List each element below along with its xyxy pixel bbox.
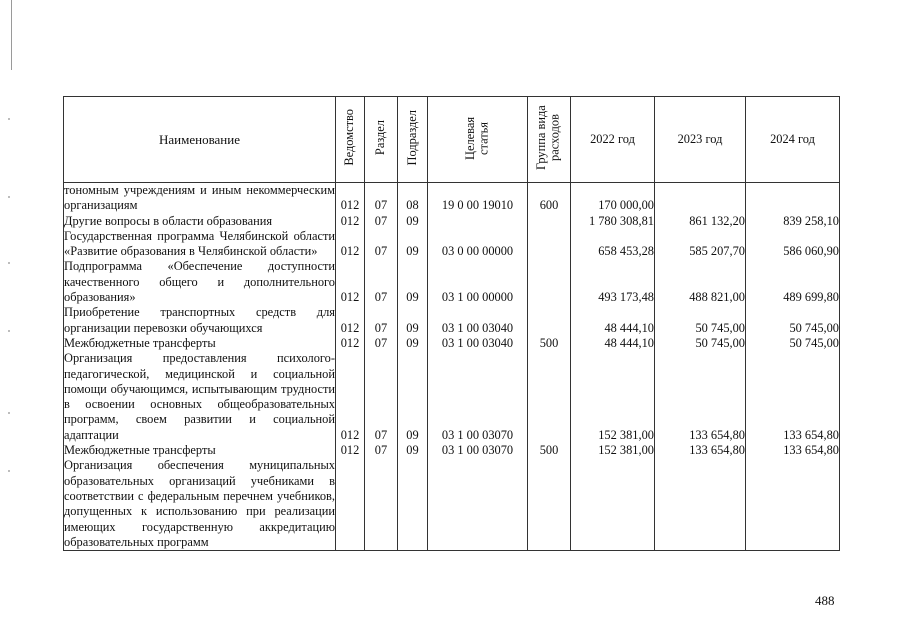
table-row: [64, 443, 840, 458]
row-value-2023: [655, 458, 746, 550]
row-name: Организация предоставления психолого-педагогической, медицинской и социальной помощи обучающимся, испытывающим трудности в освоении основных общеобразовательных программ, своем развитии и социальной адаптации: [64, 351, 335, 442]
row-expense-group: [528, 458, 571, 550]
row-value-2024: 489 699,80: [746, 259, 840, 305]
row-value-2023: 50 745,00: [655, 305, 746, 336]
header-section: Раздел: [365, 97, 398, 183]
row-value-2024: 586 060,90: [746, 229, 840, 260]
row-ministry: 012: [336, 214, 365, 229]
row-section: 07: [365, 443, 398, 458]
row-section: 07: [365, 351, 398, 443]
row-subsection: 09: [398, 259, 428, 305]
row-expense-group: 600: [528, 183, 571, 214]
binding-margin-dot: [8, 470, 10, 472]
table-row: [64, 351, 840, 443]
table-row: [64, 458, 840, 550]
row-value-2024: [746, 458, 840, 550]
row-section: 07: [365, 259, 398, 305]
binding-margin-line: [11, 0, 12, 70]
header-ministry: Ведомство: [336, 97, 365, 183]
row-value-2024: 50 745,00: [746, 336, 840, 351]
row-ministry: 012: [336, 259, 365, 305]
page-number: 488: [815, 593, 835, 608]
row-subsection: 09: [398, 214, 428, 229]
row-section: 07: [365, 305, 398, 336]
row-target-article: 03 1 00 03070: [428, 351, 528, 443]
row-name: Межбюджетные трансферты: [64, 443, 336, 458]
row-subsection: 09: [398, 305, 428, 336]
row-value-2022: 493 173,48: [571, 259, 655, 305]
row-name: Государственная программа Челябинской области «Развитие образования в Челябинской области»: [64, 228, 335, 259]
row-ministry: 012: [336, 183, 365, 214]
row-section: [365, 458, 398, 550]
row-target-article: 03 1 00 00000: [428, 259, 528, 305]
row-value-2024: 839 258,10: [746, 214, 840, 229]
row-value-2022: 48 444,10: [571, 336, 655, 351]
row-target-article: [428, 458, 528, 550]
binding-margin-dot: [8, 196, 10, 198]
table-row: [64, 183, 840, 214]
table-row: [64, 259, 840, 305]
row-value-2023: 133 654,80: [655, 443, 746, 458]
row-name: Подпрограмма «Обеспечение доступности качественного общего и дополнительного образования»: [64, 259, 335, 305]
row-ministry: 012: [336, 443, 365, 458]
row-expense-group: [528, 305, 571, 336]
binding-margin-dot: [8, 262, 10, 264]
header-expense-group: Группа вида расходов: [528, 97, 571, 183]
table-header-row: [64, 97, 840, 183]
header-subsection: Подраздел: [398, 97, 428, 183]
row-value-2023: 585 207,70: [655, 229, 746, 260]
row-name: Приобретение транспортных средств для организации перевозки обучающихся: [64, 305, 335, 335]
row-ministry: 012: [336, 229, 365, 260]
row-subsection: 09: [398, 336, 428, 351]
row-subsection: [398, 458, 428, 550]
header-2023: 2023 год: [655, 97, 746, 183]
table-row: [64, 229, 840, 260]
table-row: [64, 336, 840, 351]
row-value-2022: 1 780 308,81: [571, 214, 655, 229]
row-value-2023: 861 132,20: [655, 214, 746, 229]
row-target-article: 03 0 00 00000: [428, 229, 528, 260]
binding-margin-dot: [8, 412, 10, 414]
row-value-2023: 50 745,00: [655, 336, 746, 351]
row-section: 07: [365, 336, 398, 351]
row-subsection: 09: [398, 443, 428, 458]
row-section: 07: [365, 183, 398, 214]
header-2024: 2024 год: [746, 97, 840, 183]
header-target-article: Целевая статья: [428, 97, 528, 183]
row-value-2024: 133 654,80: [746, 351, 840, 443]
row-value-2024: [746, 183, 840, 214]
budget-table: [63, 96, 840, 551]
row-target-article: 03 1 00 03040: [428, 336, 528, 351]
row-target-article: [428, 214, 528, 229]
row-name: тономным учреждениям и иным некоммерческим организациям: [64, 183, 335, 213]
row-ministry: 012: [336, 336, 365, 351]
row-target-article: 03 1 00 03070: [428, 443, 528, 458]
row-ministry: 012: [336, 351, 365, 443]
row-value-2022: [571, 458, 655, 550]
row-target-article: 19 0 00 19010: [428, 183, 528, 214]
row-value-2022: 170 000,00: [571, 183, 655, 214]
row-section: 07: [365, 229, 398, 260]
table-row: [64, 305, 840, 336]
header-name: Наименование: [64, 97, 336, 183]
row-value-2022: 152 381,00: [571, 443, 655, 458]
row-value-2024: 50 745,00: [746, 305, 840, 336]
row-expense-group: [528, 214, 571, 229]
row-value-2023: 133 654,80: [655, 351, 746, 443]
table-row: [64, 214, 840, 229]
row-value-2022: 48 444,10: [571, 305, 655, 336]
row-name: Другие вопросы в области образования: [64, 214, 336, 229]
row-value-2022: 152 381,00: [571, 351, 655, 443]
binding-margin-dot: [8, 118, 10, 120]
row-section: 07: [365, 214, 398, 229]
row-expense-group: [528, 259, 571, 305]
row-value-2023: 488 821,00: [655, 259, 746, 305]
row-subsection: 08: [398, 183, 428, 214]
row-target-article: 03 1 00 03040: [428, 305, 528, 336]
row-expense-group: [528, 229, 571, 260]
row-ministry: [336, 458, 365, 550]
row-value-2024: 133 654,80: [746, 443, 840, 458]
header-2022: 2022 год: [571, 97, 655, 183]
row-ministry: 012: [336, 305, 365, 336]
binding-margin-dot: [8, 330, 10, 332]
row-name: Организация обеспечения муниципальных образовательных организаций учебниками в соответствии с федеральным перечнем учебников, допущенных к использованию при реализации имеющих государственную аккредитацию образовательных программ: [64, 458, 335, 549]
row-expense-group: [528, 351, 571, 443]
row-value-2022: 658 453,28: [571, 229, 655, 260]
row-expense-group: 500: [528, 336, 571, 351]
row-subsection: 09: [398, 351, 428, 443]
row-subsection: 09: [398, 229, 428, 260]
row-name: Межбюджетные трансферты: [64, 336, 336, 351]
row-value-2023: [655, 183, 746, 214]
row-expense-group: 500: [528, 443, 571, 458]
